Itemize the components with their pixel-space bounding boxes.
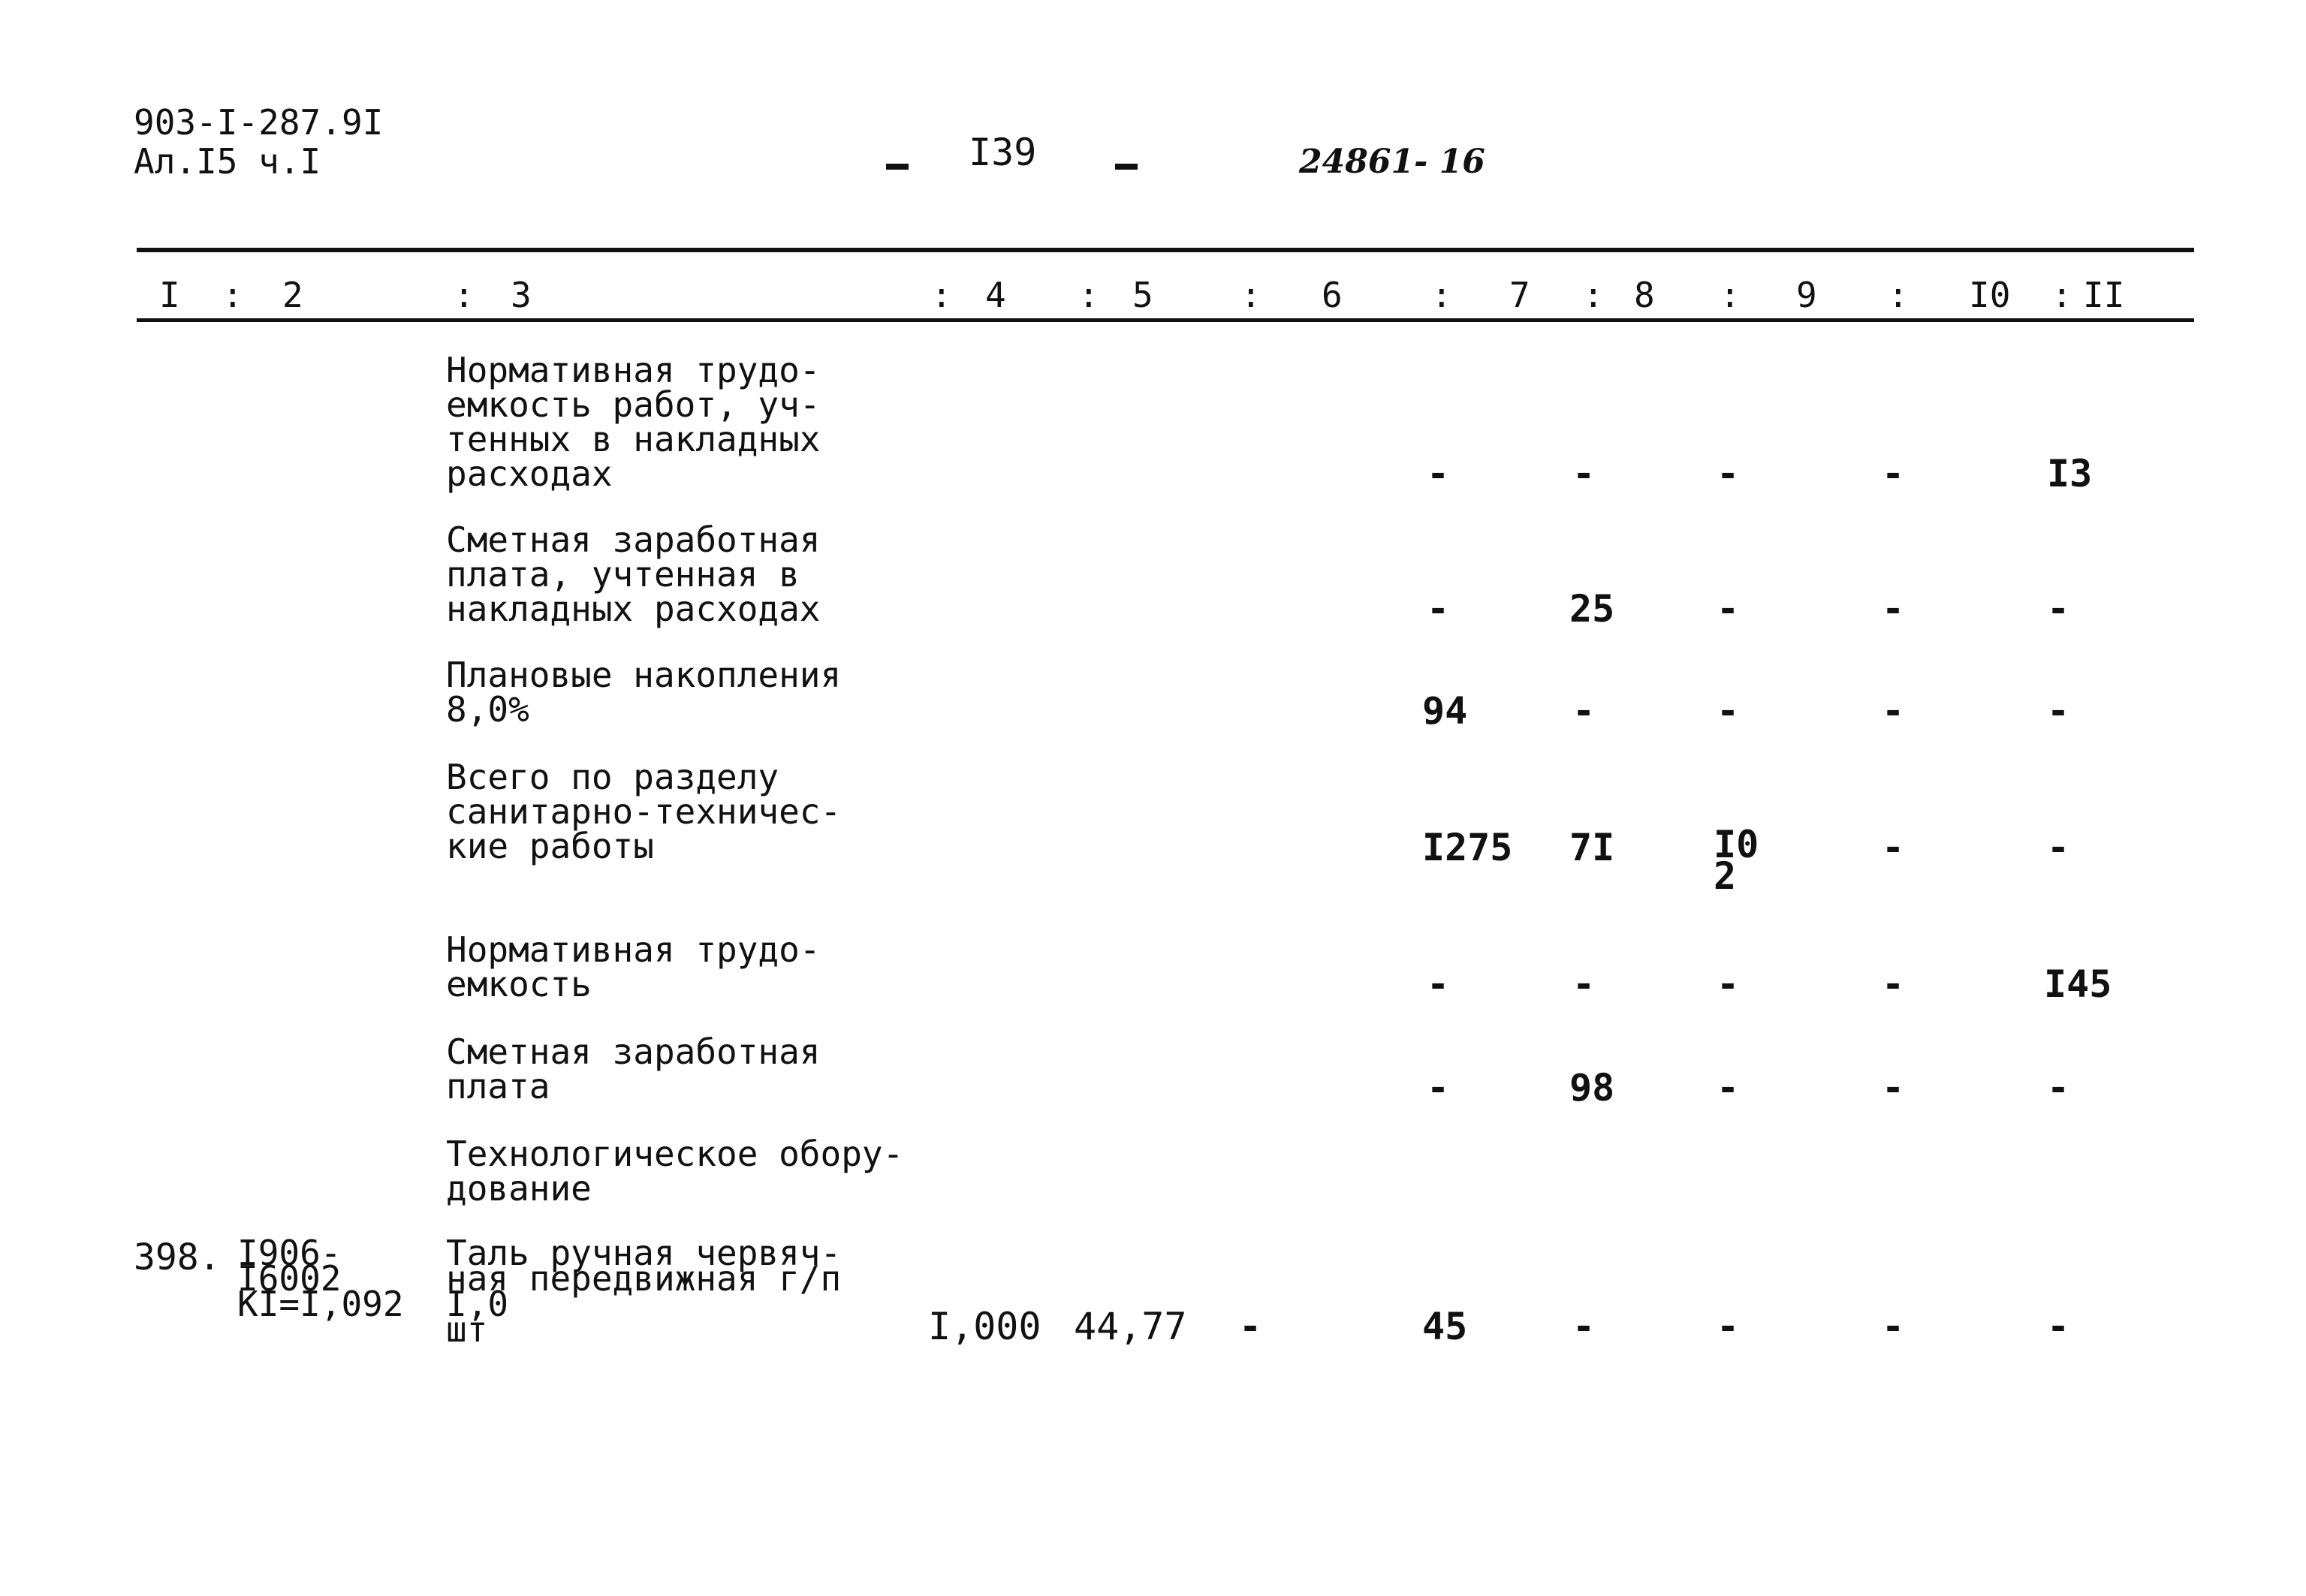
col-header-10: I0: [1969, 275, 2011, 315]
row-6-col-11: -: [2047, 1066, 2070, 1110]
row-1-col-10: -: [1882, 452, 1905, 495]
row-5-description: Нормативная трудо- емкость: [446, 929, 821, 1004]
col-header-8: 8: [1634, 275, 1655, 315]
row-8-col-10: -: [1882, 1305, 1905, 1348]
row-4-col-10: -: [1882, 826, 1905, 869]
page-number-left-dash: [886, 164, 909, 170]
row-2-col-11: -: [2047, 587, 2070, 631]
row-8-col-11: -: [2047, 1305, 2070, 1348]
row-2-description: Сметная заработная плата, учтенная в накладных расходах: [446, 519, 821, 629]
col-header-11: II: [2083, 275, 2125, 315]
col-sep: :: [454, 275, 475, 315]
col-sep: :: [1888, 275, 1909, 315]
col-header-5: 5: [1132, 275, 1153, 315]
row-2-col-7: -: [1427, 587, 1450, 631]
col-header-9: 9: [1796, 275, 1817, 315]
row-2-col-9: -: [1717, 587, 1740, 631]
row-5-col-9: -: [1717, 962, 1740, 1006]
row-8-col-5: 44,77: [1074, 1305, 1187, 1348]
row-1-col-11: I3: [2047, 452, 2093, 495]
col-sep: :: [1720, 275, 1741, 315]
row-8-description: Таль ручная червяч- ная передвижная г/п I,0 шт: [446, 1233, 842, 1350]
row-5-col-8: -: [1572, 962, 1596, 1006]
col-sep: :: [222, 275, 243, 315]
row-8-col-7: 45: [1422, 1305, 1468, 1348]
row-3-col-8: -: [1572, 689, 1596, 733]
row-5-col-7: -: [1427, 962, 1450, 1006]
row-8-col-4: I,000: [928, 1305, 1041, 1348]
col-sep: :: [1431, 275, 1452, 315]
row-8-position-number: 398.: [134, 1236, 221, 1278]
row-4-col-9: I0 2: [1714, 823, 1759, 898]
col-header-6: 6: [1322, 275, 1343, 315]
sheet-ref: Ал.I5 ч.I: [134, 141, 321, 182]
row-2-col-10: -: [1882, 587, 1905, 631]
row-3-col-10: -: [1882, 689, 1905, 733]
page-number: I39: [969, 131, 1037, 174]
doc-code: 903-I-287.9I: [134, 102, 384, 143]
row-8-col-9: -: [1717, 1305, 1740, 1348]
col-sep: :: [1078, 275, 1099, 315]
page-number-right-dash: [1115, 164, 1138, 170]
col-header-4: 4: [985, 275, 1006, 315]
column-header-rule: [137, 318, 2194, 322]
row-1-col-7: -: [1427, 452, 1450, 495]
top-rule: [137, 248, 2194, 252]
row-1-description: Нормативная трудо- емкость работ, уч- тенных в накладных расходах: [446, 350, 821, 494]
row-1-col-9: -: [1717, 452, 1740, 495]
col-sep: :: [2051, 275, 2072, 315]
row-5-col-11: I45: [2044, 962, 2112, 1006]
col-sep: :: [1583, 275, 1604, 315]
col-header-7: 7: [1509, 275, 1530, 315]
col-header-1: I: [159, 275, 180, 315]
row-6-col-9: -: [1717, 1066, 1740, 1110]
row-3-col-11: -: [2047, 689, 2070, 733]
row-4-col-11: -: [2047, 826, 2070, 869]
row-1-col-8: -: [1572, 452, 1596, 495]
col-sep: :: [931, 275, 952, 315]
row-3-col-9: -: [1717, 689, 1740, 733]
row-8-code: I906- I6002 KI=I,092: [237, 1233, 404, 1324]
row-7-section-heading: Технологическое обору- дование: [446, 1134, 904, 1209]
handwritten-number: 24861- 16: [1299, 143, 1485, 181]
col-header-2: 2: [282, 275, 303, 315]
row-6-col-8: 98: [1569, 1066, 1615, 1110]
col-header-3: 3: [511, 275, 532, 315]
row-3-description: Плановые накопления 8,0%: [446, 655, 842, 730]
row-3-col-7: 94: [1422, 689, 1468, 733]
row-8-col-6: -: [1239, 1305, 1262, 1348]
col-sep: :: [1240, 275, 1262, 315]
row-6-description: Сметная заработная плата: [446, 1031, 821, 1107]
row-4-description: Всего по разделу санитарно-техничес- кие работы: [446, 757, 842, 866]
row-5-col-10: -: [1882, 962, 1905, 1006]
row-2-col-8: 25: [1569, 587, 1615, 631]
row-6-col-10: -: [1882, 1066, 1905, 1110]
row-8-col-8: -: [1572, 1305, 1596, 1348]
row-4-col-7: I275: [1422, 826, 1513, 869]
row-4-col-8: 7I: [1569, 826, 1615, 869]
row-6-col-7: -: [1427, 1066, 1450, 1110]
